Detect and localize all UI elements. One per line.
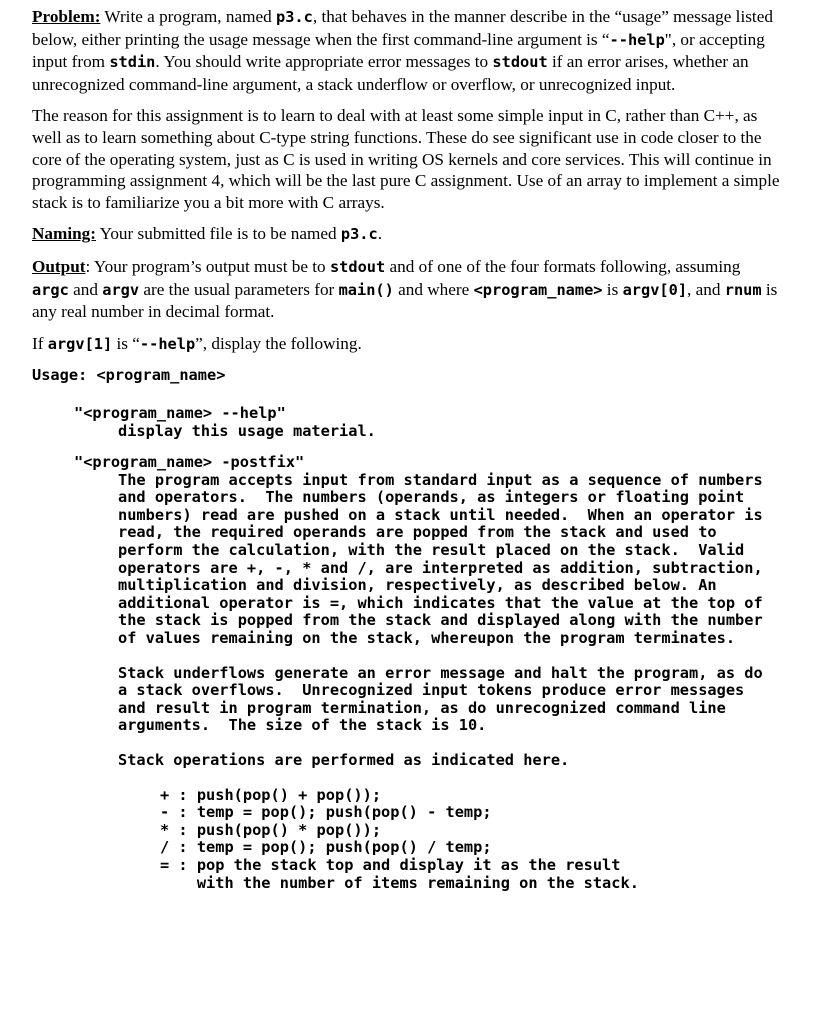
help-option: "<program_name> --help" (74, 403, 286, 422)
op-multiply: * : push(pop() * pop()); (160, 820, 382, 839)
filename-code: p3.c (340, 225, 378, 244)
help-intro: If argv[1] is “--help”, display the following. (32, 333, 362, 353)
ops-intro: Stack operations are performed as indicated here. (118, 751, 570, 769)
output-heading: Output (32, 256, 86, 276)
naming-paragraph: Naming: Your submitted file is to be named p3.c. (32, 224, 383, 244)
stack-description: Stack underflows generate an error message and halt the program, as do a stack overflows. Unrecognized input tokens produce error messages and result in program termination, as do unrecognized command line arguments. The size of the stack is 10. (118, 663, 772, 735)
postfix-option-description: The program accepts input from standard input as a sequence of numbers and operators. The numbers (operands, as integers or floating point numbers) read are pushed on a stack until needed. When an operator is read, the required operands are popped from the stack and used to perform the calculation, with the result placed on the stack. Valid operators are +, -, * and /, are interpreted as addition, subtraction, multiplication and division, respectively, as described below. An additional operator is =, which indicates that the value at the top of the stack is popped from the stack and displayed along with the number of values remaining on the stack, whereupon the program terminates. (118, 470, 772, 648)
stdout-code: stdout (492, 53, 548, 72)
op-subtract: - : temp = pop(); push(pop() - temp; (160, 803, 492, 822)
op-equals: = : pop the stack top and display it as the result with the number of items remaining on the stack. (160, 855, 639, 892)
problem-paragraph: Problem: Write a program, named p3.c, that behaves in the manner describe in the “usage” message listed below, either printing the usage message when the first command-line argument is “--help", or accepting input from stdin. You should write appropriate error messages to stdout if an error arises, whether an unrecognized command-line argument, a stack underflow or overflow, or unrecognized input. (32, 7, 773, 94)
help-flag-code: --help (609, 30, 665, 49)
operator-table (160, 787, 781, 893)
stdin-code: stdin (109, 53, 156, 72)
output-paragraph: Output: Your program’s output must be to stdout and of one of the four formats following, assuming argc and argv are the usual parameters for main() and where <program_name> is argv[0], and rnum is any real number in decimal format. (32, 256, 778, 322)
filename-code: p3.c (276, 8, 313, 26)
op-divide: / : temp = pop(); push(pop() / temp; (160, 838, 492, 857)
help-option-description: display this usage material. (118, 421, 376, 440)
naming-heading: Naming: (32, 224, 96, 244)
postfix-option: "<program_name> -postfix" (74, 453, 305, 472)
reason-paragraph: The reason for this assignment is to learn to deal with at least some simple input in C, rather than C++, as well as to learn something about C-type string functions. These do see significant use in code closer to the core of the operating system, just as C is used in writing OS kernels and core services. This will continue in programming assignment 4, which will be the last pure C assignment. Use of an array to implement a simple stack is to familiarize you a bit more with C arrays. (32, 106, 780, 212)
op-add: + : push(pop() + pop()); (160, 785, 382, 804)
usage-line: Usage: <program_name> (32, 366, 226, 385)
problem-heading: Problem: (32, 7, 101, 26)
